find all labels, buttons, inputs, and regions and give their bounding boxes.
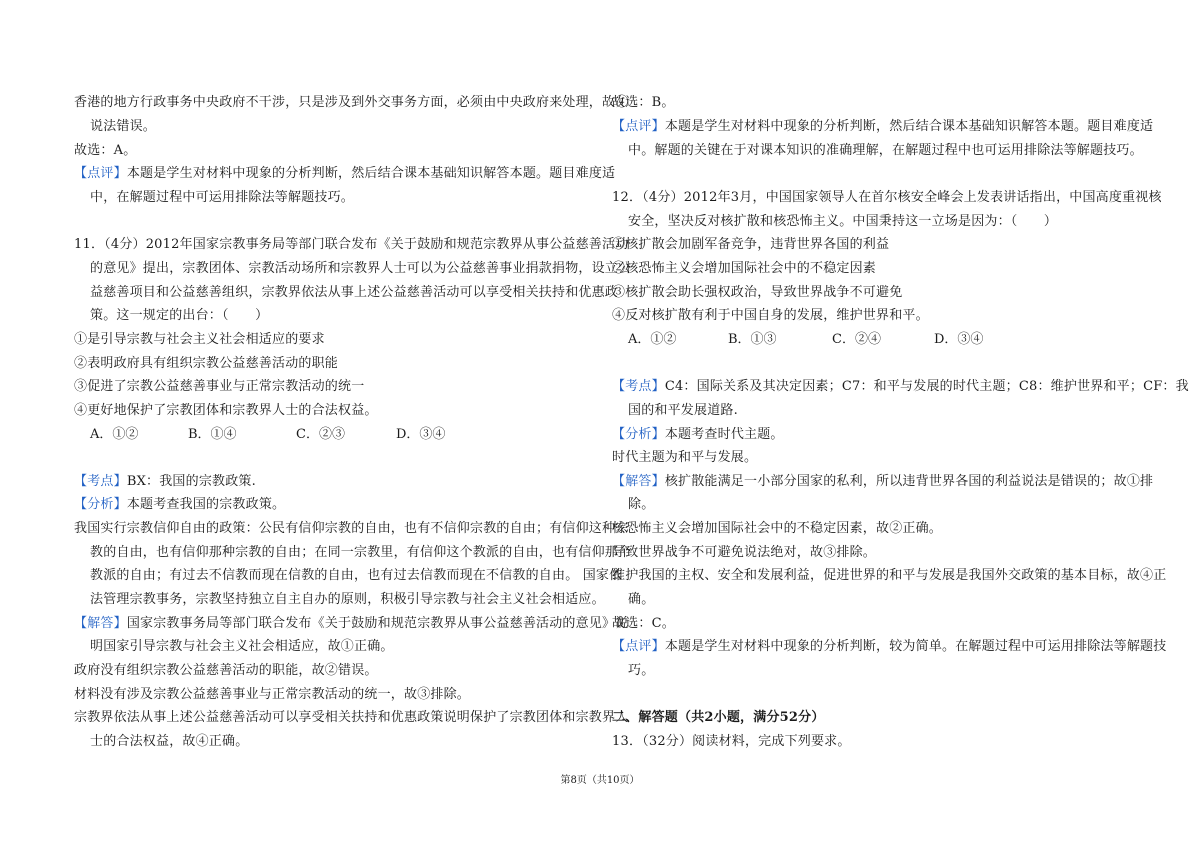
choice-d: D．③④	[934, 332, 984, 347]
text-line: 宗教界依法从事上述公益慈善活动可以享受相关扶持和优惠政策说明保护了宗教团体和宗教界人	[74, 710, 629, 725]
choice-a: A．①②	[628, 332, 677, 347]
option-2: ②表明政府具有组织宗教公益慈善活动的职能	[74, 356, 339, 371]
analysis-tag: 【分析】	[74, 497, 127, 512]
comment-text: 本题是学生对材料中现象的分析判断，然后结合课本基础知识解答本题。题目难度适	[664, 119, 1154, 134]
answer-line	[612, 473, 1153, 491]
comment-line	[612, 638, 1166, 656]
text-line: 香港的地方行政事务中央政府不干涉，只是涉及到外交事务方面，必须由中央政府来处理，故④	[74, 95, 629, 110]
text-line: 法管理宗教事务，宗教坚持独立自主自办的原则，积极引导宗教与社会主义社会相适应。	[90, 592, 605, 607]
text-line: 巧。	[628, 663, 655, 678]
text-line: 士的合法权益，故④正确。	[90, 734, 249, 749]
text-line: 明国家引导宗教与社会主义社会相适应，故①正确。	[90, 639, 394, 654]
text-line: 确。	[628, 592, 655, 607]
question-11-stem: 策。这一规定的出台：（ ）	[90, 308, 269, 323]
text-line: 国的和平发展道路.	[628, 403, 738, 418]
comment-text: 本题是学生对材料中现象的分析判断，然后结合课本基础知识解答本题。题目难度适	[126, 166, 616, 181]
text-line: 时代主题为和平与发展。	[612, 450, 758, 465]
text-line: 中。解题的关键在于对课本知识的准确理解，在解题过程中也可运用排除法等解题技巧。	[628, 143, 1143, 158]
option-3: ③核扩散会助长强权政治，导致世界战争不可避免	[612, 285, 903, 300]
knowledge-text: C4：国际关系及其决定因素；C7：和平与发展的时代主题；C8：维护世界和平；CF：我	[664, 379, 1189, 394]
choice-c: C．②④	[832, 332, 881, 347]
choice-c: C．②③	[296, 427, 345, 442]
text-line: 核恐怖主义会增加国际社会中的不稳定因素，故②正确。	[612, 521, 943, 536]
text-line: 故选：C。	[612, 616, 675, 631]
option-1: ①核扩散会加剧军备竞争，违背世界各国的利益	[612, 237, 890, 252]
knowledge-text: BX：我国的宗教政策.	[126, 474, 256, 489]
page-footer: 第8页（共10页）	[560, 775, 640, 786]
option-1: ①是引导宗教与社会主义社会相适应的要求	[74, 332, 325, 347]
answer-text: 国家宗教事务局等部门联合发布《关于鼓励和规范宗教界从事公益慈善活动的意见》说	[126, 616, 629, 631]
comment-line	[612, 118, 1153, 136]
text-line: 除。	[628, 497, 655, 512]
comment-text: 本题是学生对材料中现象的分析判断，较为简单。在解题过程中可运用排除法等解题技	[664, 639, 1167, 654]
question-11-stem: 的意见》提出，宗教团体、宗教活动场所和宗教界人士可以为公益慈善事业捐款捐物，设立公	[90, 261, 632, 276]
text-line: 教派的自由；有过去不信教而现在信教的自由，也有过去信教而现在不信教的自由。 国家依	[90, 568, 623, 583]
text-line: 导致世界战争不可避免说法绝对，故③排除。	[612, 545, 877, 560]
option-4: ④更好地保护了宗教团体和宗教界人士的合法权益。	[74, 403, 378, 418]
analysis-text: 本题考查时代主题。	[664, 427, 784, 442]
question-12-stem: 12．（4分）2012年3月，中国国家领导人在首尔核安全峰会上发表讲话指出，中国高度重视核	[612, 190, 1162, 205]
text-line: 材料没有涉及宗教公益慈善事业与正常宗教活动的统一，故③排除。	[74, 687, 471, 702]
answer-tag: 【解答】	[612, 474, 665, 489]
option-4: ④反对核扩散有利于中国自身的发展，维护世界和平。	[612, 308, 929, 323]
analysis-tag: 【分析】	[612, 427, 665, 442]
knowledge-tag: 【考点】	[74, 474, 127, 489]
option-2: ②核恐怖主义会增加国际社会中的不稳定因素	[612, 261, 877, 276]
question-12-stem: 安全，坚决反对核扩散和核恐怖主义。中国秉持这一立场是因为：（ ）	[628, 214, 1058, 229]
comment-line	[74, 165, 615, 183]
analysis-line	[612, 426, 784, 444]
choice-d: D．③④	[396, 427, 446, 442]
text-line: 我国实行宗教信仰自由的政策：公民有信仰宗教的自由，也有不信仰宗教的自由；有信仰这种宗	[74, 521, 629, 536]
question-13-stem: 13．（32分）阅读材料，完成下列要求。	[612, 734, 851, 749]
choice-a: A．①②	[90, 427, 139, 442]
comment-tag: 【点评】	[74, 166, 127, 181]
text-line: 故选：A。	[74, 143, 137, 158]
text-line: 维护我国的主权、安全和发展利益，促进世界的和平与发展是我国外交政策的基本目标，故④正	[612, 568, 1167, 583]
knowledge-point	[612, 378, 1189, 396]
section-heading: 二、解答题（共2小题，满分52分）	[612, 710, 825, 725]
option-3: ③促进了宗教公益慈善事业与正常宗教活动的统一	[74, 379, 365, 394]
comment-tag: 【点评】	[612, 119, 665, 134]
choice-b: B．①③	[728, 332, 777, 347]
question-11-stem: 11．（4分）2012年国家宗教事务局等部门联合发布《关于鼓励和规范宗教界从事公益慈善活动	[74, 237, 629, 252]
choice-b: B．①④	[188, 427, 237, 442]
analysis-line	[74, 496, 285, 514]
question-11-stem: 益慈善项目和公益慈善组织，宗教界依法从事上述公益慈善活动可以享受相关扶持和优惠政	[90, 285, 619, 300]
text-line: 中，在解题过程中可运用排除法等解题技巧。	[90, 190, 355, 205]
text-line: 故选：B。	[612, 95, 675, 110]
text-line: 教的自由，也有信仰那种宗教的自由；在同一宗教里，有信仰这个教派的自由，也有信仰那个	[90, 545, 632, 560]
knowledge-tag: 【考点】	[612, 379, 665, 394]
analysis-text: 本题考查我国的宗教政策。	[126, 497, 286, 512]
comment-tag: 【点评】	[612, 639, 665, 654]
text-line: 政府没有组织宗教公益慈善活动的职能，故②错误。	[74, 663, 378, 678]
answer-tag: 【解答】	[74, 616, 127, 631]
text-line: 说法错误。	[90, 119, 157, 134]
knowledge-point	[74, 473, 256, 491]
answer-line	[74, 615, 628, 633]
answer-text: 核扩散能满足一小部分国家的私利，所以违背世界各国的利益说法是错误的；故①排	[664, 474, 1154, 489]
